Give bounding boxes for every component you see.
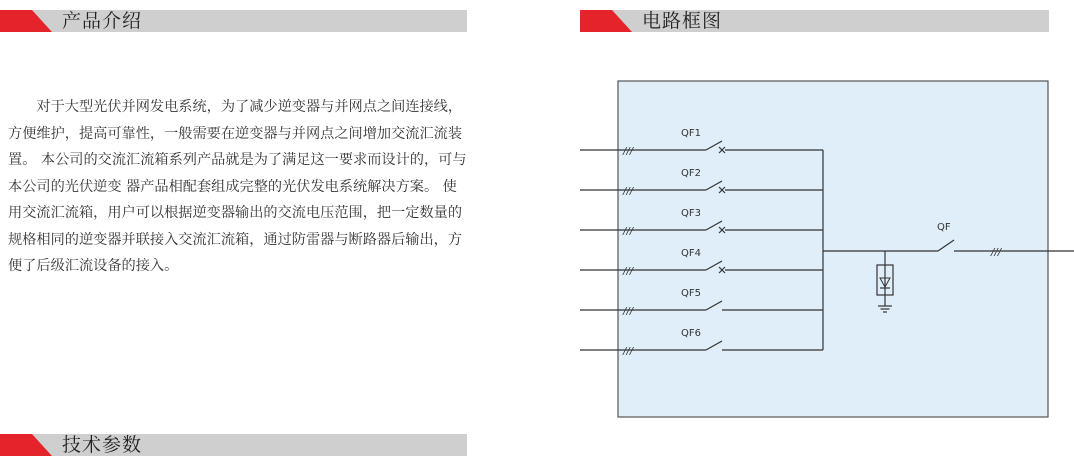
red-flag-icon: [580, 10, 638, 32]
breaker-label: QF3: [681, 208, 701, 219]
breaker-label: QF6: [681, 328, 701, 339]
main-breaker-label: QF: [937, 222, 951, 233]
phase-mark: ///: [991, 247, 1002, 258]
phase-mark: ///: [623, 226, 634, 237]
breaker-label: QF4: [681, 248, 701, 259]
phase-mark: ///: [623, 266, 634, 277]
circuit-diagram: [580, 80, 1074, 425]
breaker-label: QF1: [681, 128, 701, 139]
section-title: 技术参数: [62, 434, 143, 456]
red-flag-icon: [0, 10, 58, 32]
breaker-label: QF2: [681, 168, 701, 179]
phase-mark: ///: [623, 146, 634, 157]
section-header-tech: [0, 434, 467, 456]
phase-mark: ///: [623, 186, 634, 197]
phase-mark: ///: [623, 346, 634, 357]
phase-mark: ///: [623, 306, 634, 317]
section-header-circuit: [580, 10, 1049, 32]
section-header-intro: [0, 10, 467, 32]
intro-text: 对于大型光伏并网发电系统，为了减少逆变器与并网点之间连接线，方便维护，提高可靠性，一般需要在逆变器与并网点之间增加交流汇流装置。 本公司的交流汇流箱系列产品就是为了满足这一要求而设计的，可与本公司的光伏逆变 器产品相配套组成完整的光伏发电系统解决方案。 使用交流汇流箱，用户可以根据逆变器输出的交流电压范围，把一定数量的规格相同的逆变器并联接入交流汇流箱，通过防雷器与断路器后输出，方 便了后级汇流设备的接入。: [8, 99, 467, 274]
section-title: 产品介绍: [62, 10, 143, 32]
intro-paragraph: [8, 94, 468, 280]
red-flag-icon: [0, 434, 58, 456]
breaker-label: QF5: [681, 288, 701, 299]
section-title: 电路框图: [642, 10, 723, 32]
